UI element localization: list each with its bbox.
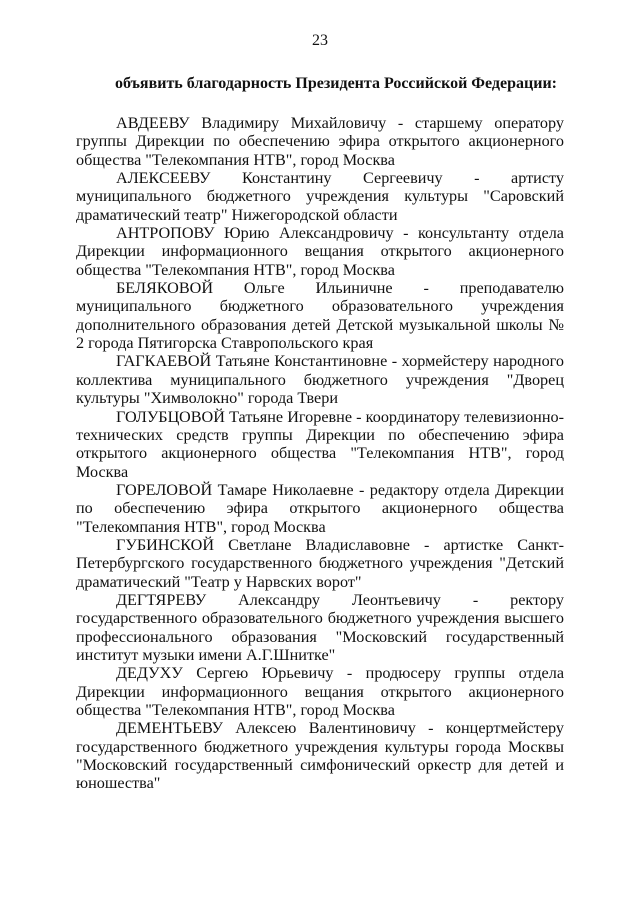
award-entry-3: АНТРОПОВУ Юрию Александровичу - консультанту отдела Дирекции информационного вещания открытого акционерного общества "Телекомпания НТВ", город Москва: [76, 224, 564, 279]
decree-heading: объявить благодарность Президента Российской Федерации:: [115, 75, 557, 92]
award-entry-6: ГОЛУБЦОВОЙ Татьяне Игоревне - координатору телевизионно-технических средств группы Дирекции по обеспечению эфира открытого акционерного общества "Телекомпания НТВ", город Москва: [76, 407, 564, 481]
award-entry-11: ДЕМЕНТЬЕВУ Алексею Валентиновичу - концертмейстеру государственного бюджетного учреждения культуры города Москвы "Московский государственный симфонический оркестр для детей и юношества": [76, 719, 564, 793]
page-number: 23: [312, 32, 328, 49]
award-entry-4: БЕЛЯКОВОЙ Ольге Ильиничне - преподавателю муниципального бюджетного образовательного учреждения дополнительного образования детей Детской музыкальной школы № 2 города Пятигорска Ставропольского края: [76, 279, 564, 353]
award-entry-7: ГОРЕЛОВОЙ Тамаре Николаевне - редактору отдела Дирекции по обеспечению эфира открытого акционерного общества "Телекомпания НТВ", город Москва: [76, 480, 564, 536]
award-entry-10: ДЕДУХУ Сергею Юрьевичу - продюсеру группы отдела Дирекции информационного вещания открытого акционерного общества "Телекомпания НТВ", город Москва: [76, 664, 564, 719]
award-entry-2: АЛЕКСЕЕВУ Константину Сергеевичу - артисту муниципального бюджетного учреждения культуры "Саровский драматический театр" Нижегородской области: [76, 169, 564, 224]
award-list: [76, 114, 564, 793]
award-entry-9: ДЕГТЯРЕВУ Александру Леонтьевичу - ректору государственного образовательного бюджетного учреждения высшего профессионального образования "Московский государственный институт музыки имени А.Г.Шнитке": [76, 590, 564, 664]
award-entry-5: ГАГКАЕВОЙ Татьяне Константиновне - хормейстеру народного коллектива муниципального бюджетного учреждения "Дворец культуры "Химволокно" города Твери: [76, 352, 564, 408]
award-entry-1: АВДЕЕВУ Владимиру Михайловичу - старшему оператору группы Дирекции по обеспечению эфира открытого акционерного общества "Телекомпания НТВ", город Москва: [76, 114, 564, 169]
award-entry-8: ГУБИНСКОЙ Светлане Владиславовне - артистке Санкт-Петербургского государственного бюджетного учреждения "Детский драматический "Театр у Нарвских ворот": [76, 535, 564, 591]
